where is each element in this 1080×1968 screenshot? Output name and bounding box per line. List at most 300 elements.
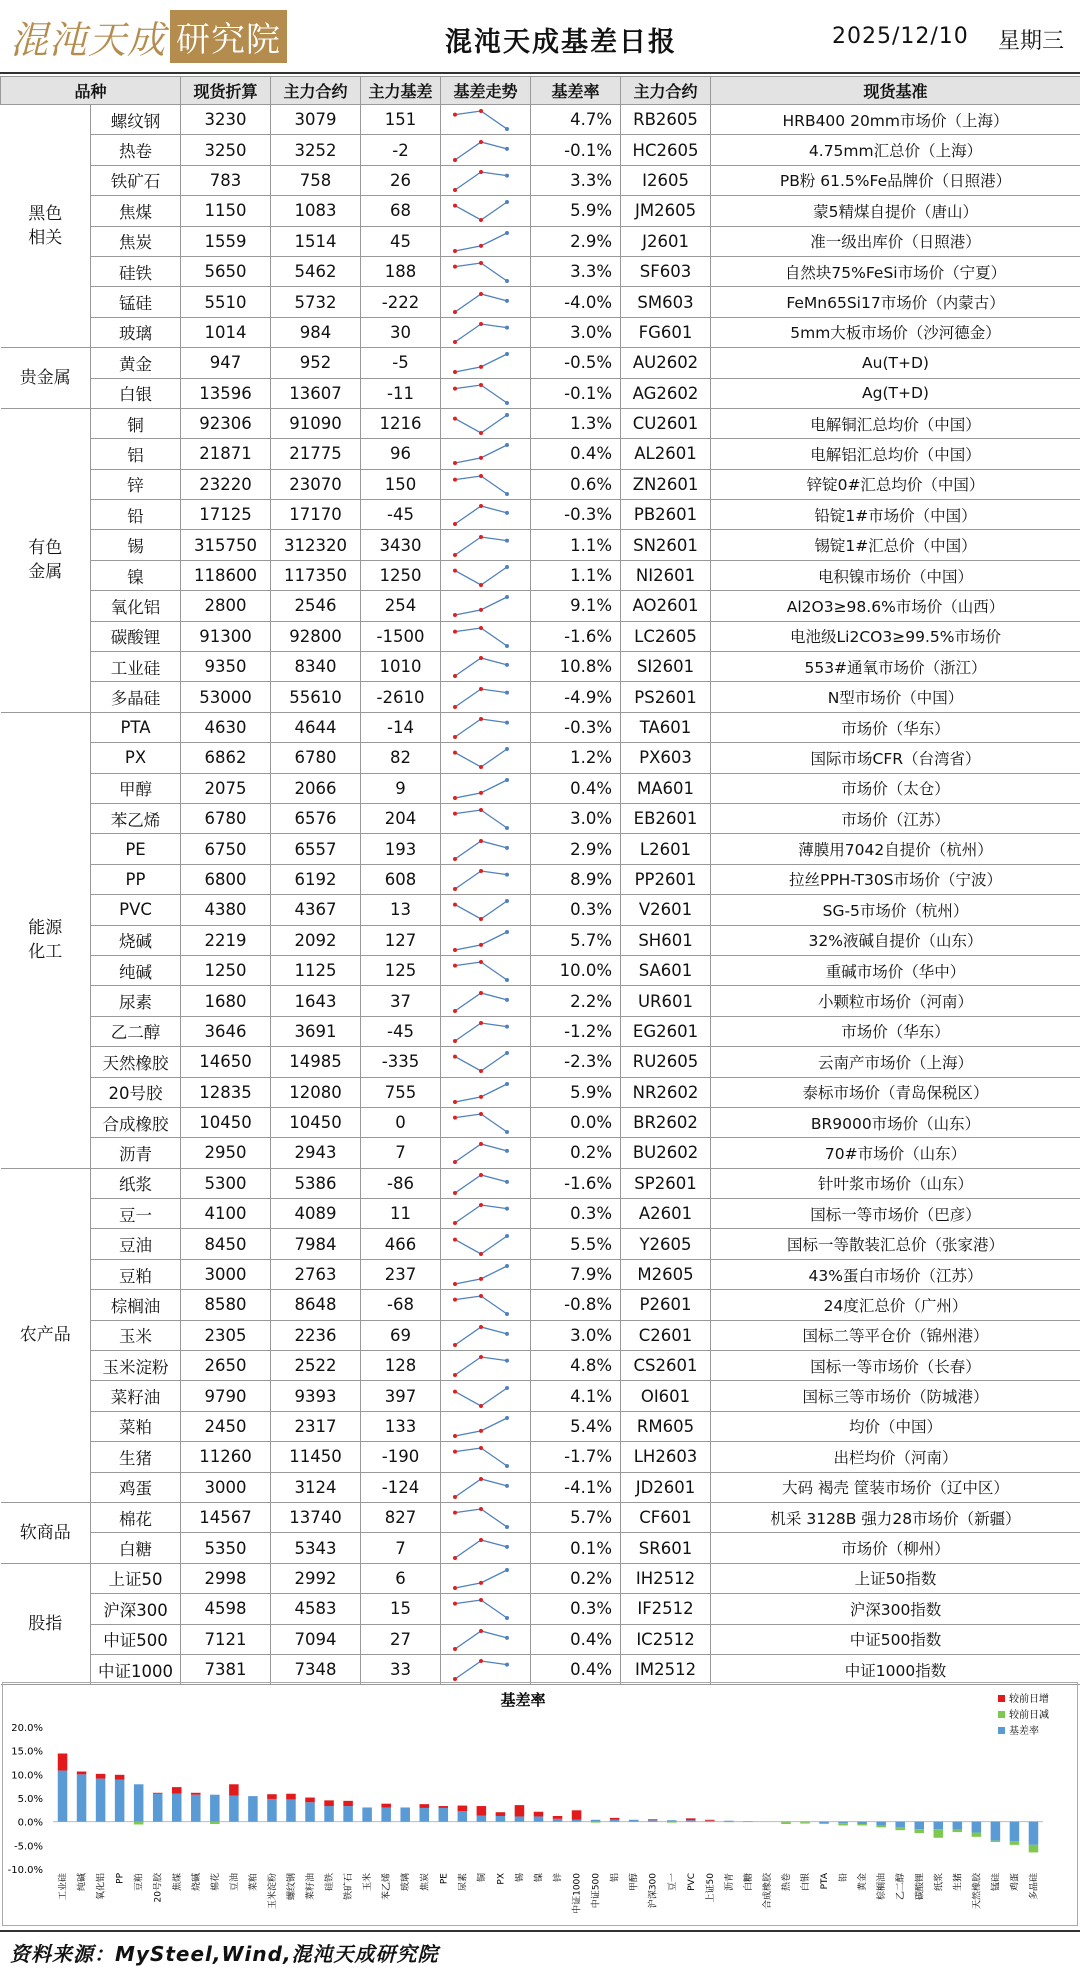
table-row: [1, 1563, 1080, 1593]
basis-rate: 1.2%: [531, 743, 621, 773]
sparkline-point: [453, 1298, 457, 1302]
basis-value: 7: [361, 1138, 441, 1168]
basis-value: 15: [361, 1594, 441, 1624]
variety-name: PTA: [91, 712, 181, 742]
sparkline-point: [479, 322, 483, 326]
sparkline-line: [455, 202, 507, 220]
basis-rate: 10.0%: [531, 955, 621, 985]
spot-benchmark: 自然块75%FeSi市场价（宁夏）: [711, 256, 1080, 286]
basis-rate: 3.0%: [531, 803, 621, 833]
sparkline-line: [455, 1388, 507, 1406]
main-contract: CU2601: [621, 408, 711, 438]
col-contract: 主力合约: [621, 77, 711, 105]
sparkline-line: [455, 993, 507, 1011]
bar-basis-rate: [477, 1816, 487, 1822]
sparkline-point: [505, 778, 509, 782]
basis-value: 254: [361, 591, 441, 621]
table-row: [1, 1594, 1080, 1624]
basis-rate: 9.1%: [531, 591, 621, 621]
sparkline-point: [505, 663, 509, 667]
basis-trend-sparkline: [441, 1077, 531, 1107]
sparkline-point: [505, 997, 509, 1001]
variety-name: 豆粕: [91, 1259, 181, 1289]
basis-rate: 1.1%: [531, 530, 621, 560]
variety-name: 玉米淀粉: [91, 1351, 181, 1381]
bar-basis-rate: [400, 1807, 410, 1821]
basis-trend-sparkline: [441, 864, 531, 894]
spot-benchmark: 市场价（太仓）: [711, 773, 1080, 803]
main-contract: JD2601: [621, 1472, 711, 1502]
group-label: 农产品: [1, 1168, 91, 1502]
basis-rate: 0.4%: [531, 439, 621, 469]
basis-rate: 0.6%: [531, 469, 621, 499]
bar-decrease: [914, 1829, 924, 1833]
x-tick-label: 玉米淀粉: [267, 1873, 278, 1910]
basis-value: -68: [361, 1290, 441, 1320]
sparkline-point: [453, 903, 457, 907]
basis-value: 188: [361, 256, 441, 286]
bar-basis-rate: [115, 1780, 125, 1822]
main-contract: JM2605: [621, 196, 711, 226]
contract-price: 2943: [271, 1138, 361, 1168]
sparkline-line: [455, 871, 507, 889]
sparkline-point: [453, 705, 457, 709]
basis-trend-sparkline: [441, 287, 531, 317]
sparkline-point: [505, 127, 509, 131]
bar-decrease: [781, 1822, 791, 1824]
contract-price: 55610: [271, 682, 361, 712]
spot-price: 2800: [181, 591, 271, 621]
bar-basis-rate: [572, 1820, 582, 1822]
sparkline-point: [479, 1629, 483, 1633]
sparkline-line: [455, 1357, 507, 1375]
basis-rate: 0.3%: [531, 1594, 621, 1624]
basis-trend-sparkline: [441, 1472, 531, 1502]
table-row: [1, 1138, 1080, 1168]
bar-increase: [572, 1810, 582, 1819]
spot-price: 3250: [181, 135, 271, 165]
spot-price: 2305: [181, 1320, 271, 1350]
main-contract: M2605: [621, 1259, 711, 1289]
basis-value: -190: [361, 1442, 441, 1472]
sparkline-point: [453, 158, 457, 162]
spot-benchmark: 电解铜汇总均价（中国）: [711, 408, 1080, 438]
sparkline-point: [505, 1544, 509, 1548]
spot-price: 2219: [181, 925, 271, 955]
bar-increase: [58, 1754, 68, 1771]
spot-price: 2950: [181, 1138, 271, 1168]
sparkline-point: [453, 1009, 457, 1013]
contract-price: 92800: [271, 621, 361, 651]
basis-value: 68: [361, 196, 441, 226]
contract-price: 8340: [271, 652, 361, 682]
basis-value: 193: [361, 834, 441, 864]
table-row: [1, 1199, 1080, 1229]
basis-value: 125: [361, 955, 441, 985]
table-row: [1, 1442, 1080, 1472]
bar-increase: [343, 1801, 353, 1806]
contract-price: 7348: [271, 1654, 361, 1684]
spot-price: 23220: [181, 469, 271, 499]
bar-decrease: [838, 1823, 848, 1825]
sparkline-point: [453, 370, 457, 374]
basis-value: 11: [361, 1199, 441, 1229]
main-contract: PX603: [621, 743, 711, 773]
bar-increase: [305, 1798, 315, 1803]
sparkline-line: [455, 719, 507, 737]
main-contract: RU2605: [621, 1047, 711, 1077]
x-tick-label: 豆粕: [134, 1873, 145, 1892]
bar-decrease: [895, 1827, 905, 1830]
table-row: [1, 925, 1080, 955]
main-contract: SP2601: [621, 1168, 711, 1198]
basis-trend-sparkline: [441, 925, 531, 955]
sparkline-point: [479, 1294, 483, 1298]
sparkline-point: [479, 656, 483, 660]
sparkline-point: [479, 717, 483, 721]
basis-value: 30: [361, 317, 441, 347]
sparkline-point: [453, 629, 457, 633]
bar-decrease: [134, 1822, 144, 1825]
sparkline-point: [479, 917, 483, 921]
sparkline-point: [479, 808, 483, 812]
sparkline-point: [479, 1142, 483, 1146]
report-header: [0, 0, 1080, 74]
spot-benchmark: Al2O3≥98.6%市场价（山西）: [711, 591, 1080, 621]
sparkline-point: [479, 1507, 483, 1511]
spot-price: 2075: [181, 773, 271, 803]
bar-decrease: [953, 1830, 963, 1832]
main-contract: J2601: [621, 226, 711, 256]
table-row: [1, 895, 1080, 925]
x-tick-label: 中证500: [591, 1873, 602, 1909]
sparkline-point: [453, 1647, 457, 1651]
main-contract: AG2602: [621, 378, 711, 408]
sparkline-point: [505, 1416, 509, 1420]
sparkline-line: [455, 324, 507, 342]
main-contract: HC2605: [621, 135, 711, 165]
variety-name: PVC: [91, 895, 181, 925]
spot-price: 5300: [181, 1168, 271, 1198]
x-tick-label: 甲醇: [629, 1873, 640, 1892]
variety-name: 中证500: [91, 1624, 181, 1654]
sparkline-point: [453, 1556, 457, 1560]
basis-rate: -1.2%: [531, 1016, 621, 1046]
sparkline-point: [505, 721, 509, 725]
basis-rate: 4.8%: [531, 1351, 621, 1381]
x-tick-label: 硅铁: [325, 1873, 336, 1892]
basis-trend-sparkline: [441, 1229, 531, 1259]
contract-price: 2066: [271, 773, 361, 803]
sparkline-point: [479, 1355, 483, 1359]
table-row: [1, 560, 1080, 590]
contract-price: 8648: [271, 1290, 361, 1320]
table-row: [1, 378, 1080, 408]
table-row: [1, 803, 1080, 833]
table-row: [1, 591, 1080, 621]
x-tick-label: 苯乙烯: [382, 1873, 393, 1901]
basis-value: 127: [361, 925, 441, 955]
bar-increase: [324, 1800, 334, 1806]
bar-decrease: [667, 1822, 677, 1823]
contract-price: 117350: [271, 560, 361, 590]
bar-basis-rate: [991, 1822, 1001, 1841]
sparkline-point: [505, 1386, 509, 1390]
sparkline-point: [453, 857, 457, 861]
spot-benchmark: 国际市场CFR（台湾省）: [711, 743, 1080, 773]
spot-benchmark: 市场价（华东）: [711, 712, 1080, 742]
spot-benchmark: 针叶浆市场价（山东）: [711, 1168, 1080, 1198]
bar-increase: [96, 1774, 106, 1779]
basis-rate: -1.6%: [531, 1168, 621, 1198]
legend-swatch: [998, 1695, 1005, 1702]
sparkline-point: [505, 1525, 509, 1529]
bar-basis-rate: [819, 1822, 829, 1823]
spot-price: 11260: [181, 1442, 271, 1472]
spot-benchmark: FeMn65Si17市场价（内蒙古）: [711, 287, 1080, 317]
variety-name: 沪深300: [91, 1594, 181, 1624]
sparkline-line: [455, 628, 507, 646]
spot-price: 3230: [181, 105, 271, 135]
main-contract: AL2601: [621, 439, 711, 469]
bar-basis-rate: [496, 1816, 506, 1822]
sparkline-point: [453, 1039, 457, 1043]
table-row: [1, 287, 1080, 317]
sparkline-point: [453, 461, 457, 465]
x-tick-label: 合成橡胶: [762, 1873, 773, 1910]
sparkline-point: [453, 1434, 457, 1438]
sparkline-point: [479, 626, 483, 630]
variety-name: 焦炭: [91, 226, 181, 256]
x-tick-label: 热卷: [781, 1873, 792, 1892]
contract-price: 5732: [271, 287, 361, 317]
table-row: [1, 530, 1080, 560]
table-row: [1, 1229, 1080, 1259]
table-row: [1, 317, 1080, 347]
basis-value: 26: [361, 165, 441, 195]
sparkline-point: [479, 1021, 483, 1025]
group-label: 软商品: [1, 1502, 91, 1563]
bar-basis-rate: [439, 1808, 449, 1822]
basis-value: 0: [361, 1107, 441, 1137]
x-tick-label: 玻璃: [401, 1873, 412, 1892]
contract-price: 4089: [271, 1199, 361, 1229]
x-tick-label: 烧碱: [191, 1873, 202, 1892]
basis-trend-sparkline: [441, 743, 531, 773]
group-label: 有色 金属: [1, 408, 91, 712]
sparkline-point: [505, 690, 509, 694]
basis-trend-sparkline: [441, 621, 531, 651]
x-tick-label: 锡: [515, 1873, 526, 1883]
group-label: 贵金属: [1, 348, 91, 409]
basis-rate: -4.0%: [531, 287, 621, 317]
basis-trend-sparkline: [441, 256, 531, 286]
spot-benchmark: 国标一等市场价（长春）: [711, 1351, 1080, 1381]
sparkline-point: [505, 1484, 509, 1488]
basis-trend-sparkline: [441, 105, 531, 135]
sparkline-point: [479, 1581, 483, 1585]
table-row: [1, 500, 1080, 530]
sparkline-point: [479, 1325, 483, 1329]
sparkline-line: [455, 1236, 507, 1254]
table-row: [1, 1624, 1080, 1654]
basis-trend-sparkline: [441, 773, 531, 803]
spot-price: 2998: [181, 1563, 271, 1593]
bar-increase: [286, 1794, 296, 1800]
table-row: [1, 955, 1080, 985]
spot-benchmark: 铅锭1#市场价（中国）: [711, 500, 1080, 530]
sparkline-point: [453, 310, 457, 314]
basis-trend-sparkline: [441, 1047, 531, 1077]
sparkline-point: [453, 1677, 457, 1681]
sparkline-point: [479, 687, 483, 691]
basis-value: 3430: [361, 530, 441, 560]
basis-rate-chart: [2, 1682, 1078, 1926]
bar-basis-rate: [381, 1807, 391, 1821]
main-contract: TA601: [621, 712, 711, 742]
basis-trend-sparkline: [441, 135, 531, 165]
bar-increase: [515, 1805, 525, 1816]
sparkline-point: [453, 1055, 457, 1059]
basis-trend-sparkline: [441, 1411, 531, 1441]
y-tick-label: 10.0%: [11, 1770, 43, 1782]
basis-trend-sparkline: [441, 895, 531, 925]
basis-trend-sparkline: [441, 439, 531, 469]
basis-value: 827: [361, 1502, 441, 1532]
sparkline-point: [505, 873, 509, 877]
bar-basis-rate: [172, 1794, 182, 1822]
contract-price: 758: [271, 165, 361, 195]
bar-decrease: [210, 1822, 220, 1824]
variety-name: 纯碱: [91, 955, 181, 985]
contract-price: 5462: [271, 256, 361, 286]
spot-benchmark: SG-5市场价（杭州）: [711, 895, 1080, 925]
basis-rate: 1.1%: [531, 560, 621, 590]
basis-trend-sparkline: [441, 378, 531, 408]
sparkline-point: [479, 140, 483, 144]
contract-price: 14985: [271, 1047, 361, 1077]
main-contract: P2601: [621, 1290, 711, 1320]
basis-rate: -0.5%: [531, 348, 621, 378]
spot-benchmark: 553#通氧市场价（浙江）: [711, 652, 1080, 682]
bar-basis-rate: [953, 1822, 963, 1830]
sparkline-point: [453, 887, 457, 891]
basis-rate: 0.1%: [531, 1533, 621, 1563]
table-row: [1, 135, 1080, 165]
main-contract: SN2601: [621, 530, 711, 560]
variety-name: 锌: [91, 469, 181, 499]
basis-trend-sparkline: [441, 1259, 531, 1289]
sparkline-point: [505, 1082, 509, 1086]
contract-price: 1643: [271, 986, 361, 1016]
basis-trend-sparkline: [441, 226, 531, 256]
main-contract: CS2601: [621, 1351, 711, 1381]
basis-value: 466: [361, 1229, 441, 1259]
chart-svg: [3, 1683, 1077, 1925]
bar-decrease: [1029, 1845, 1039, 1853]
basis-trend-sparkline: [441, 408, 531, 438]
col-spot: 现货折算: [181, 77, 271, 105]
spot-price: 14650: [181, 1047, 271, 1077]
sparkline-line: [455, 932, 507, 950]
contract-price: 4367: [271, 895, 361, 925]
sparkline-point: [453, 1389, 457, 1393]
spot-price: 1150: [181, 196, 271, 226]
sparkline-line: [455, 1205, 507, 1223]
basis-value: 608: [361, 864, 441, 894]
basis-trend-sparkline: [441, 1107, 531, 1137]
sparkline-line: [455, 1023, 507, 1041]
sparkline-point: [453, 964, 457, 968]
sparkline-point: [479, 504, 483, 508]
basis-rate: 5.4%: [531, 1411, 621, 1441]
basis-value: -5: [361, 348, 441, 378]
x-tick-label: 多晶硅: [1029, 1873, 1040, 1901]
contract-price: 13607: [271, 378, 361, 408]
table-header: [1, 77, 1080, 105]
main-contract: I2605: [621, 165, 711, 195]
sparkline-point: [505, 200, 509, 204]
main-contract: SR601: [621, 1533, 711, 1563]
main-contract: SM603: [621, 287, 711, 317]
contract-price: 91090: [271, 408, 361, 438]
x-tick-label: 铅: [839, 1873, 850, 1883]
sparkline-point: [453, 948, 457, 952]
bar-basis-rate: [515, 1816, 525, 1821]
sparkline-point: [479, 1446, 483, 1450]
sparkline-point: [453, 188, 457, 192]
bar-basis-rate: [534, 1816, 544, 1821]
sparkline-point: [505, 1180, 509, 1184]
sparkline-point: [505, 595, 509, 599]
bar-basis-rate: [77, 1774, 87, 1821]
contract-price: 12080: [271, 1077, 361, 1107]
table-row: [1, 834, 1080, 864]
basis-rate: 3.0%: [531, 317, 621, 347]
basis-trend-sparkline: [441, 986, 531, 1016]
sparkline-line: [455, 111, 507, 129]
x-tick-label: PX: [496, 1873, 507, 1885]
bar-basis-rate: [362, 1807, 372, 1821]
contract-price: 11450: [271, 1442, 361, 1472]
spot-benchmark: 小颗粒市场价（河南）: [711, 986, 1080, 1016]
table-row: [1, 469, 1080, 499]
legend-swatch: [998, 1711, 1005, 1718]
sparkline-line: [455, 597, 507, 615]
variety-name: 焦煤: [91, 196, 181, 226]
table-row: [1, 256, 1080, 286]
sparkline-line: [455, 658, 507, 676]
variety-name: 工业硅: [91, 652, 181, 682]
group-label: 黑色 相关: [1, 105, 91, 348]
sparkline-point: [479, 869, 483, 873]
spot-benchmark: 中证1000指数: [711, 1654, 1080, 1684]
sparkline-point: [453, 613, 457, 617]
contract-price: 6780: [271, 743, 361, 773]
source-footer: 资料来源：MySteel,Wind,混沌天成研究院: [0, 1930, 1080, 1968]
sparkline-point: [505, 1051, 509, 1055]
group-label: 能源 化工: [1, 712, 91, 1168]
spot-benchmark: BR9000市场价（山东）: [711, 1107, 1080, 1137]
contract-price: 13740: [271, 1502, 361, 1532]
bar-decrease: [1010, 1841, 1020, 1845]
spot-benchmark: 43%蛋白市场价（江苏）: [711, 1259, 1080, 1289]
basis-rate: -2.3%: [531, 1047, 621, 1077]
table-row: [1, 1077, 1080, 1107]
spot-price: 92306: [181, 408, 271, 438]
basis-trend-sparkline: [441, 1502, 531, 1532]
basis-rate: -1.6%: [531, 621, 621, 651]
